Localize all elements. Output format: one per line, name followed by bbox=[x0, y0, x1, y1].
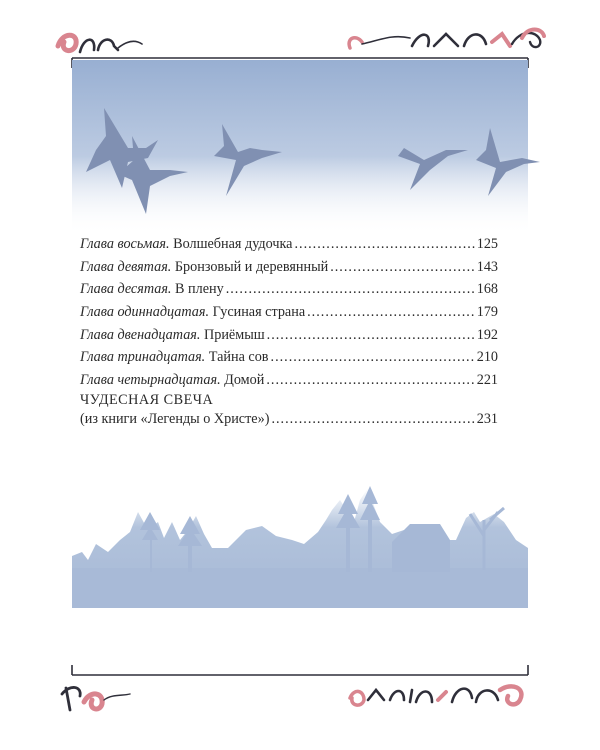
toc-entry[interactable] bbox=[80, 278, 498, 301]
toc-entry-title bbox=[80, 233, 292, 256]
top-right-flourish bbox=[349, 30, 544, 49]
toc-chapter-name: Тайна сов bbox=[208, 349, 269, 366]
toc-entry[interactable] bbox=[80, 256, 498, 279]
toc-leader-dots bbox=[271, 410, 474, 429]
bottom-right-flourish bbox=[350, 686, 521, 705]
toc-entry-title bbox=[80, 324, 265, 347]
toc-entry[interactable] bbox=[80, 233, 498, 256]
story-title: ЧУДЕСНАЯ СВЕЧА bbox=[80, 392, 214, 408]
toc-leader-dots bbox=[267, 324, 475, 347]
toc-page-number: 168 bbox=[476, 281, 498, 298]
toc-chapter-label: Глава одиннадцатая. bbox=[80, 304, 210, 321]
toc-entry[interactable] bbox=[80, 369, 498, 392]
toc-page-number: 125 bbox=[476, 236, 498, 252]
sky-wash bbox=[72, 60, 528, 235]
toc-chapter-name: Приёмыш bbox=[203, 326, 265, 343]
toc-leader-dots bbox=[307, 301, 475, 324]
toc-chapter-label: Глава четырнадцатая. bbox=[80, 372, 221, 389]
toc-page-number: 143 bbox=[476, 258, 498, 275]
toc-page-number: 210 bbox=[476, 349, 498, 366]
toc-page-number: 192 bbox=[476, 326, 498, 343]
toc-leader-dots bbox=[266, 369, 474, 392]
toc-leader-dots bbox=[330, 256, 475, 279]
toc-entry-title bbox=[80, 346, 269, 369]
toc-entry-title bbox=[80, 256, 328, 279]
table-of-contents bbox=[80, 233, 498, 392]
toc-chapter-name: Домой bbox=[224, 372, 265, 389]
toc-chapter-label: Глава десятая. bbox=[80, 281, 172, 298]
toc-page-number: 231 bbox=[476, 411, 498, 427]
bottom-left-flourish bbox=[62, 687, 130, 710]
toc-chapter-name: Бронзовый и деревянный bbox=[174, 258, 329, 275]
toc-entry-title bbox=[80, 278, 224, 301]
toc-page-number: 221 bbox=[476, 372, 498, 389]
toc-leader-dots bbox=[226, 278, 475, 301]
toc-leader-dots bbox=[271, 346, 475, 369]
toc-entry[interactable] bbox=[80, 324, 498, 347]
toc-chapter-label: Глава тринадцатая. bbox=[80, 349, 206, 366]
winter-landscape-illustration bbox=[72, 486, 528, 608]
toc-page-number: 179 bbox=[476, 304, 498, 321]
top-left-flourish bbox=[58, 35, 142, 52]
story-subtitle: (из книги «Легенды о Христе») bbox=[80, 411, 270, 427]
toc-chapter-name: В плену bbox=[175, 281, 224, 298]
toc-entry-title bbox=[80, 369, 264, 392]
bottom-border bbox=[72, 665, 528, 675]
story-subtitle-row bbox=[80, 410, 498, 429]
toc-chapter-label: Глава восьмая. bbox=[80, 236, 170, 252]
toc-chapter-label: Глава девятая. bbox=[80, 258, 172, 275]
toc-chapter-name: Гусиная страна bbox=[212, 304, 306, 321]
toc-chapter-name: Волшебная дудочка bbox=[173, 236, 293, 252]
toc-entry-title bbox=[80, 301, 305, 324]
toc-entry[interactable] bbox=[80, 301, 498, 324]
toc-entry[interactable] bbox=[80, 346, 498, 369]
toc-chapter-label: Глава двенадцатая. bbox=[80, 326, 201, 343]
toc-story-entry[interactable] bbox=[80, 391, 498, 429]
toc-leader-dots bbox=[294, 233, 474, 256]
